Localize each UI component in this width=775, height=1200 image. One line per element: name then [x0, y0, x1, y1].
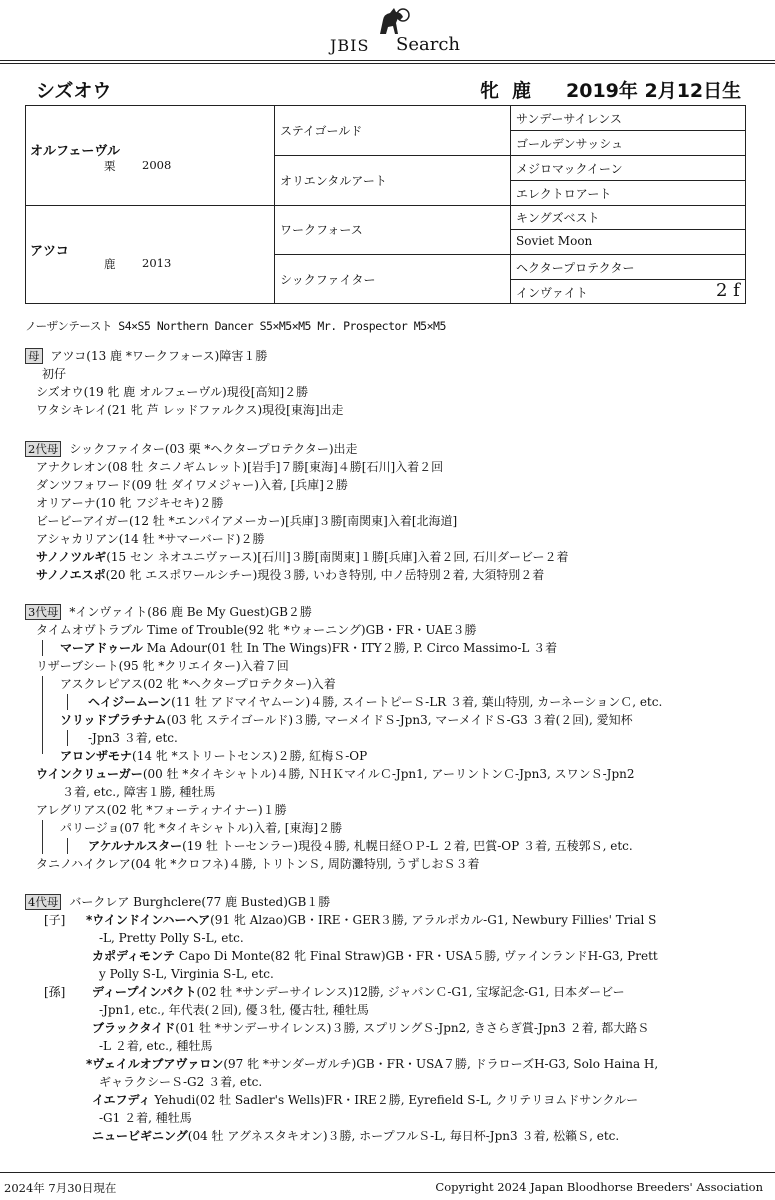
list-item: ダンツフォワード(09 牡 ダイワメジャー)入着, [兵庫]２勝 — [36, 478, 348, 492]
list-item: パリージョ(07 牝 *タイキシャトル)入着, [東海]２勝 — [60, 821, 343, 835]
horse-name-bold[interactable]: カポディモンテ — [92, 949, 176, 963]
horse-name: シズオウ — [36, 80, 112, 102]
list-item: ソリッドプラチナム(03 牝 ステイゴールド)３勝, マーメイドＳ-Jpn3, マーメイドＳ-G3 ３着(２回), 愛知杯 — [60, 713, 633, 727]
pedigree-row-divider — [274, 155, 745, 156]
horse-name-bold[interactable]: イエフディ — [92, 1093, 151, 1107]
horse-name-bold[interactable]: アケルナルスター — [88, 839, 183, 853]
list-item: ビービーアイガー(12 牡 *エンパイアメーカー)[兵庫]３勝[南関東]入着[北海道] — [36, 514, 458, 528]
inbreeding-info: ノーザンテースト S4×S5 Northern Dancer S5×M5×M5 Mr. Prospector M5×M5 — [25, 319, 446, 333]
pedigree-row-divider — [510, 130, 745, 131]
section-tag-dam: 母 — [25, 348, 43, 364]
list-item: タニノハイクレア(04 牝 *クロフネ)４勝, トリトンＳ, 周防灘特別, うずしおＳ３着 — [36, 857, 480, 871]
list-item: *ヴェイルオブアヴァロン(97 牝 *サンダーガルチ)GB・FR・USA７勝, ドラローズH-G3, Solo Haina H, — [86, 1057, 659, 1071]
tree-connector — [42, 676, 43, 754]
list-item: タイムオヴトラブル Time of Trouble(92 牝 *ウォーニング)GB・FR・UAE３勝 — [36, 623, 477, 637]
horse-name-bold[interactable]: ヘイジームーン — [88, 695, 172, 709]
jbis-search-logo[interactable] — [328, 6, 460, 56]
horse-name-bold[interactable]: ディープインパクト — [92, 985, 197, 999]
list-item: アスクレピアス(02 牝 *ヘクタープロテクター)入着 — [60, 677, 336, 691]
list-item: ブラックタイド(01 牡 *サンデーサイレンス)３勝, スプリングＳ-Jpn2, きさらぎ賞-Jpn3 ２着, 都大路Ｓ — [92, 1021, 650, 1035]
pedigree-family-number: 2 f — [716, 280, 740, 301]
list-item: ヘイジームーン(11 牡 アドマイヤムーン)４勝, スイートピーＳ-LR ３着, 葉山特別, カーネーションＣ, etc. — [88, 695, 663, 709]
header-divider — [0, 63, 775, 64]
horse-sex: 牝 — [480, 80, 500, 102]
horse-name-bold[interactable]: ブラックタイド — [92, 1021, 176, 1035]
pedigree-table — [25, 105, 746, 304]
horse-name-bold[interactable]: *ウインドインハーヘア — [86, 913, 211, 927]
list-item: シックファイター(03 栗 *ヘクタープロテクター)出走 — [69, 442, 358, 456]
horse-name-bold[interactable]: ソリッドプラチナム — [60, 713, 167, 727]
list-item: ギャラクシーＳ-G2 ３着, etc. — [99, 1075, 263, 1089]
pedigree-row-divider — [510, 229, 745, 230]
section-tag-third-dam: 3代母 — [25, 604, 61, 620]
pedigree-gen3-cell[interactable]: エレクトロアート — [516, 187, 612, 201]
tree-connector — [42, 820, 43, 854]
horse-name-bold[interactable]: マーアドゥール — [60, 641, 143, 655]
grandchildren-label: [孫] — [44, 985, 66, 999]
pedigree-sire-name[interactable]: オルフェーヴル — [30, 144, 120, 159]
horse-title-row — [0, 76, 775, 104]
list-item: -Jpn3 ３着, etc. — [88, 731, 178, 745]
horse-name-bold[interactable]: ウインクリューガー — [36, 767, 143, 781]
list-item: シズオウ(19 牝 鹿 オルフェーヴル)現役[高知]２勝 — [36, 385, 309, 399]
page-header — [0, 0, 775, 64]
list-item: *ウインドインハーヘア(91 牝 Alzao)GB・IRE・GER３勝, アラルポカル-G1, Newbury Fillies' Trial S — [86, 913, 657, 927]
offspring-label: [子] — [44, 913, 66, 927]
list-item: バークレア Burghclere(77 鹿 Busted)GB１勝 — [69, 895, 331, 909]
pedigree-gen3-cell[interactable]: ヘクタープロテクター — [516, 261, 635, 275]
horse-name-bold[interactable]: アロンザモナ — [60, 749, 133, 763]
logo-suffix: Search — [396, 34, 460, 55]
list-item: -G1 ２着, 種牡馬 — [99, 1111, 192, 1125]
list-item: イエフディ Yehudi(02 牡 Sadler's Wells)FR・IRE２勝, Eyrefield S-L, クリテリヨムドサンクルー — [92, 1093, 639, 1107]
list-item: *インヴァイト(86 鹿 Be My Guest)GB２勝 — [69, 605, 312, 619]
pedigree-gen2-cell[interactable]: オリエンタルアート — [280, 174, 387, 188]
list-item: サノノエスポ(20 牝 エスポワールシチー)現役３勝, いわき特別, 中ノ岳特別２着, 大須特別２着 — [36, 568, 545, 582]
list-item: ３着, etc., 障害１勝, 種牡馬 — [62, 785, 216, 799]
pedigree-dam-year: 2013 — [142, 256, 172, 270]
tree-connector — [67, 694, 68, 710]
list-item: マーアドゥール Ma Adour(01 牡 In The Wings)FR・ITY２勝, P. Circo Massimo-L ３着 — [60, 641, 558, 655]
tree-connector — [42, 640, 43, 656]
pedigree-gen2-cell[interactable]: ステイゴールド — [280, 124, 363, 138]
list-item: アナクレオン(08 牡 タニノギムレット)[岩手]７勝[東海]４勝[石川]入着２回 — [36, 460, 444, 474]
list-item: 初仔 — [42, 367, 67, 381]
list-item: アツコ(13 鹿 *ワークフォース)障害１勝 — [50, 349, 268, 363]
list-item: -L, Pretty Polly S-L, etc. — [99, 931, 244, 945]
footer-divider — [0, 1172, 775, 1173]
horse-name-bold[interactable]: ニュービギニング — [92, 1129, 188, 1143]
pedigree-gen3-cell[interactable]: サンデーサイレンス — [516, 112, 622, 126]
pedigree-sire-color: 栗 — [104, 159, 116, 173]
list-item: ウインクリューガー(00 牡 *タイキシャトル)４勝, ＮＨＫマイルＣ-Jpn1, アーリントンＣ-Jpn3, スワンＳ-Jpn2 — [36, 767, 635, 781]
pedigree-row-divider — [274, 254, 745, 255]
horse-birth-date: 2019年 2月12日生 — [566, 80, 742, 102]
list-item: アケルナルスター(19 牡 トーセンラー)現役４勝, 札幌日経ＯＰ-L ２着, 巴賞-OP ３着, 五稜郭Ｓ, etc. — [88, 839, 633, 853]
list-item: -L ２着, etc., 種牡馬 — [99, 1039, 213, 1053]
tree-connector — [67, 730, 68, 746]
list-item: ニュービギニング(04 牡 アグネスタキオン)３勝, ホープフルＳ-L, 毎日杯-Jpn3 ３着, 松籟Ｓ, etc. — [92, 1129, 620, 1143]
list-item: リザーブシート(95 牝 *クリエイター)入着７回 — [36, 659, 289, 673]
horse-name-bold[interactable]: サノノエスポ — [36, 568, 106, 582]
footer-copyright: Copyright 2024 Japan Bloodhorse Breeders' Association — [435, 1180, 763, 1194]
list-item: オリアーナ(10 牝 フジキセキ)２勝 — [36, 496, 224, 510]
horse-name-bold[interactable]: サノノツルギ — [36, 550, 107, 564]
pedigree-gen3-cell[interactable]: キングズベスト — [516, 211, 600, 225]
pedigree-gen2-cell[interactable]: ワークフォース — [280, 223, 363, 237]
horse-name-bold[interactable]: *ヴェイルオブアヴァロン — [86, 1057, 224, 1071]
pedigree-gen3-cell[interactable]: Soviet Moon — [516, 234, 593, 248]
list-item: -Jpn1, etc., 年代表(２回), 優３牡, 優古牡, 種牡馬 — [99, 1003, 369, 1017]
pedigree-sire-year: 2008 — [142, 158, 172, 172]
list-item: カポディモンテ Capo Di Monte(82 牝 Final Straw)GB・FR・USA５勝, ヴァインランドH-G3, Prett — [92, 949, 658, 963]
section-tag-second-dam: 2代母 — [25, 441, 61, 457]
pedigree-dam-name[interactable]: アツコ — [30, 244, 69, 259]
logo-brand: JBIS — [330, 36, 370, 55]
pedigree-row-divider — [510, 279, 745, 280]
pedigree-gen2-cell[interactable]: シックファイター — [280, 273, 376, 287]
list-item: アロンザモナ(14 牝 *ストリートセンス)２勝, 紅梅Ｓ-OP — [60, 749, 368, 763]
horse-color: 鹿 — [512, 80, 532, 102]
pedigree-gen3-cell[interactable]: ゴールデンサッシュ — [516, 137, 624, 151]
pedigree-gen3-cell[interactable]: インヴァイト — [516, 286, 588, 300]
pedigree-dam-color: 鹿 — [104, 257, 116, 271]
horse-silhouette-icon — [374, 6, 410, 36]
header-divider — [0, 60, 775, 61]
list-item: ディープインパクト(02 牡 *サンデーサイレンス)12勝, ジャパンＣ-G1, 宝塚記念-G1, 日本ダービー — [92, 985, 625, 999]
section-tag-fourth-dam: 4代母 — [25, 894, 61, 910]
list-item: サノノツルギ(15 セン ネオユニヴァース)[石川]３勝[南関東]１勝[兵庫]入着２回, 石川ダービー２着 — [36, 550, 569, 564]
footer-date: 2024年 7月30日現在 — [4, 1181, 117, 1195]
list-item: ワタシキレイ(21 牝 芦 レッドファルクス)現役[東海]出走 — [36, 403, 344, 417]
pedigree-row-divider — [510, 180, 745, 181]
list-item: アレグリアス(02 牝 *フォーティナイナー)１勝 — [36, 803, 287, 817]
tree-connector — [67, 838, 68, 854]
pedigree-gen3-cell[interactable]: メジロマックイーン — [516, 162, 623, 176]
list-item: アシャカリアン(14 牡 *サマーバード)２勝 — [36, 532, 265, 546]
pedigree-row-divider — [26, 205, 745, 206]
list-item: y Polly S-L, Virginia S-L, etc. — [99, 967, 274, 981]
